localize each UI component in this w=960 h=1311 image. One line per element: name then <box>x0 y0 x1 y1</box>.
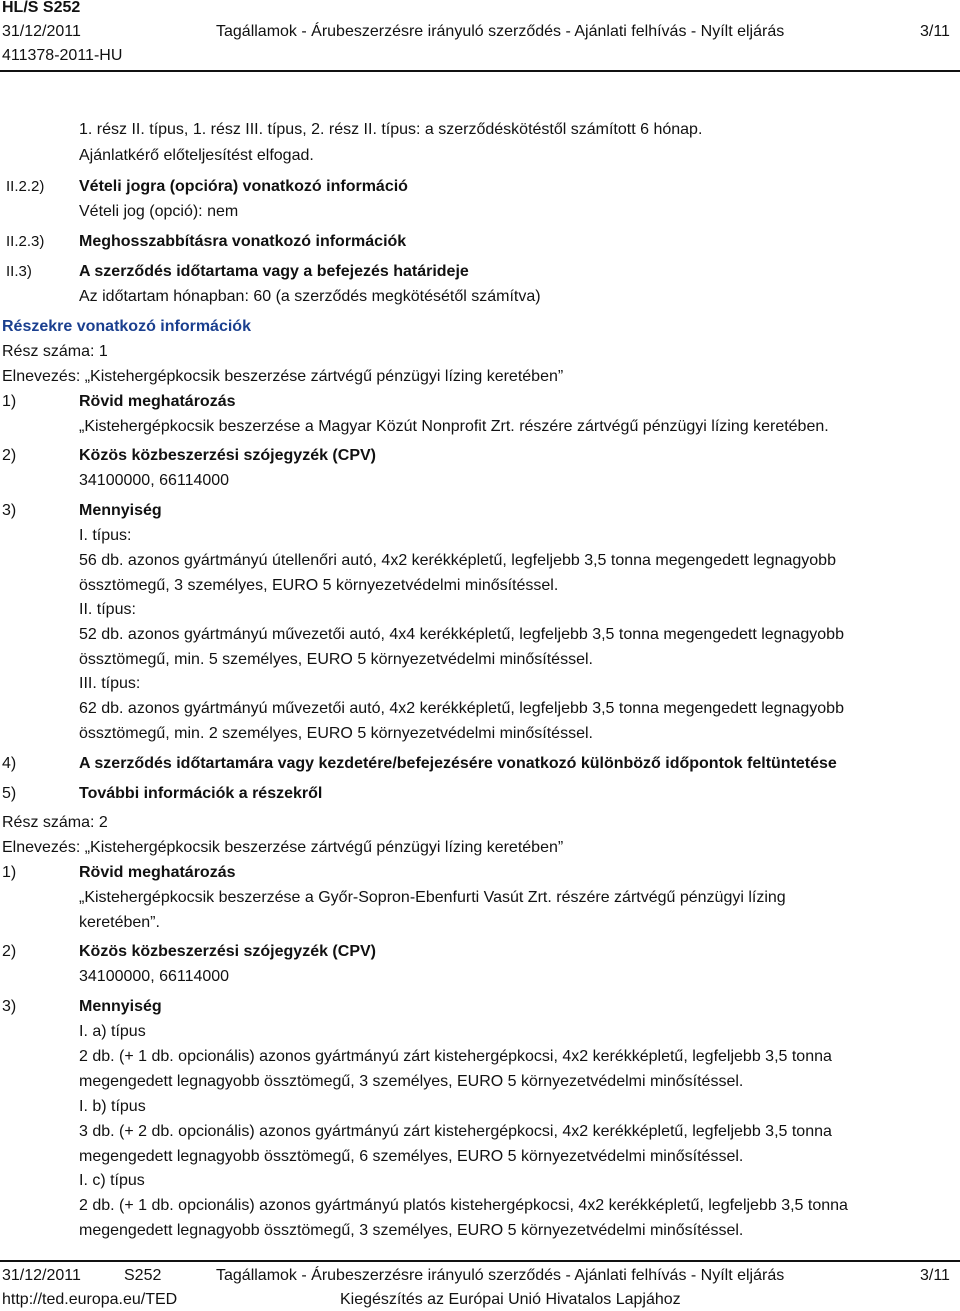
item-number: 1) <box>2 393 17 410</box>
footer-page: 3/11 <box>920 1267 950 1284</box>
lot-number: Rész száma: 1 <box>2 343 108 360</box>
item-number: 2) <box>2 943 17 960</box>
type-text: össztömegű, min. 5 személyes, EURO 5 környezetvédelmi minősítéssel. <box>79 651 593 668</box>
type-label: III. típus: <box>79 675 141 692</box>
type-text: 62 db. azonos gyártmányú művezetői autó, 4x2 kerékképletű, legfeljebb 3,5 tonna megengedett legnagyobb <box>79 700 844 717</box>
item-number: 3) <box>2 502 17 519</box>
item-number: 2) <box>2 447 17 464</box>
section-number: II.2.3) <box>6 233 45 250</box>
type-text: 52 db. azonos gyártmányú művezetői autó, 4x4 kerékképletű, legfeljebb 3,5 tonna megengedett legnagyobb <box>79 626 844 643</box>
type-text: össztömegű, 3 személyes, EURO 5 környezetvédelmi minősítéssel. <box>79 577 559 594</box>
item-number: 4) <box>2 755 17 772</box>
duration-line: 1. rész II. típus, 1. rész III. típus, 2. rész II. típus: a szerződéskötéstől számított 6 hónap. <box>79 121 703 138</box>
footer-date: 31/12/2011 <box>2 1267 81 1284</box>
item-title: További információk a részekről <box>79 785 323 802</box>
header-rule <box>0 70 960 72</box>
header-doc-id: 411378-2011-HU <box>2 47 123 64</box>
type-text: 56 db. azonos gyártmányú útellenőri autó, 4x2 kerékképletű, legfeljebb 3,5 tonna megengedett legnagyobb <box>79 552 836 569</box>
item-number: 5) <box>2 785 17 802</box>
item-text: keretében”. <box>79 914 160 931</box>
early-performance-line: Ajánlatkérő előteljesítést elfogad. <box>79 147 314 164</box>
item-text: 34100000, 66114000 <box>79 968 230 985</box>
type-label: I. b) típus <box>79 1098 146 1115</box>
item-text: „Kistehergépkocsik beszerzése a Magyar Közút Nonprofit Zrt. részére zártvégű pénzügyi lízing keretében. <box>79 418 829 435</box>
section-number: II.2.2) <box>6 178 45 195</box>
doc-code: HL/S S252 <box>2 0 81 16</box>
footer-title: Tagállamok - Árubeszerzésre irányuló szerződés - Ajánlati felhívás - Nyílt eljárás <box>216 1267 785 1284</box>
item-text: „Kistehergépkocsik beszerzése a Győr-Sopron-Ebenfurti Vasút Zrt. részére zártvégű pénzügyi lízing <box>79 889 786 906</box>
section-text: Az időtartam hónapban: 60 (a szerződés megkötésétől számítva) <box>79 288 541 305</box>
item-title: Rövid meghatározás <box>79 864 236 881</box>
item-title: Mennyiség <box>79 998 162 1015</box>
section-title: Meghosszabbításra vonatkozó információk <box>79 233 407 250</box>
item-number: 3) <box>2 998 17 1015</box>
section-title: A szerződés időtartama vagy a befejezés határideje <box>79 263 469 280</box>
item-title: Mennyiség <box>79 502 162 519</box>
item-title: Közös közbeszerzési szójegyzék (CPV) <box>79 943 376 960</box>
item-text: 34100000, 66114000 <box>79 472 230 489</box>
section-number: II.3) <box>6 263 32 280</box>
footer-rule <box>0 1260 960 1262</box>
type-text: megengedett legnagyobb össztömegű, 6 személyes, EURO 5 környezetvédelmi minősítéssel. <box>79 1148 744 1165</box>
type-text: 3 db. (+ 2 db. opcionális) azonos gyártmányú zárt kistehergépkocsi, 4x2 kerékképletű, legfeljebb 3,5 tonna <box>79 1123 832 1140</box>
type-label: I. c) típus <box>79 1172 145 1189</box>
lot-name: Elnevezés: „Kistehergépkocsik beszerzése zártvégű pénzügyi lízing keretében” <box>2 839 564 856</box>
header-title: Tagállamok - Árubeszerzésre irányuló szerződés - Ajánlati felhívás - Nyílt eljárás <box>216 23 785 40</box>
type-label: I. a) típus <box>79 1023 146 1040</box>
type-text: megengedett legnagyobb össztömegű, 3 személyes, EURO 5 környezetvédelmi minősítéssel. <box>79 1073 744 1090</box>
section-title: Vételi jogra (opcióra) vonatkozó információ <box>79 178 408 195</box>
type-text: össztömegű, min. 2 személyes, EURO 5 környezetvédelmi minősítéssel. <box>79 725 593 742</box>
type-label: II. típus: <box>79 601 136 618</box>
item-title: Rövid meghatározás <box>79 393 236 410</box>
item-number: 1) <box>2 864 17 881</box>
item-title: Közös közbeszerzési szójegyzék (CPV) <box>79 447 376 464</box>
footer-publisher: Kiegészítés az Európai Unió Hivatalos Lapjához <box>340 1291 681 1308</box>
lot-number: Rész száma: 2 <box>2 814 108 831</box>
type-label: I. típus: <box>79 527 132 544</box>
lot-name: Elnevezés: „Kistehergépkocsik beszerzése zártvégű pénzügyi lízing keretében” <box>2 368 564 385</box>
footer-url[interactable]: http://ted.europa.eu/TED <box>2 1291 178 1308</box>
header-date: 31/12/2011 <box>2 23 81 40</box>
header-page: 3/11 <box>920 23 950 40</box>
item-title: A szerződés időtartamára vagy kezdetére/befejezésére vonatkozó különböző időpontok feltüntetése <box>79 755 837 772</box>
type-text: megengedett legnagyobb össztömegű, 3 személyes, EURO 5 környezetvédelmi minősítéssel. <box>79 1222 744 1239</box>
footer-series: S252 <box>124 1267 162 1284</box>
section-text: Vételi jog (opció): nem <box>79 203 239 220</box>
type-text: 2 db. (+ 1 db. opcionális) azonos gyártmányú platós kistehergépkocsi, 4x2 kerékképletű, legfeljebb 3,5 tonna <box>79 1197 848 1214</box>
lots-heading: Részekre vonatkozó információk <box>2 318 251 335</box>
type-text: 2 db. (+ 1 db. opcionális) azonos gyártmányú zárt kistehergépkocsi, 4x2 kerékképletű, legfeljebb 3,5 tonna <box>79 1048 832 1065</box>
